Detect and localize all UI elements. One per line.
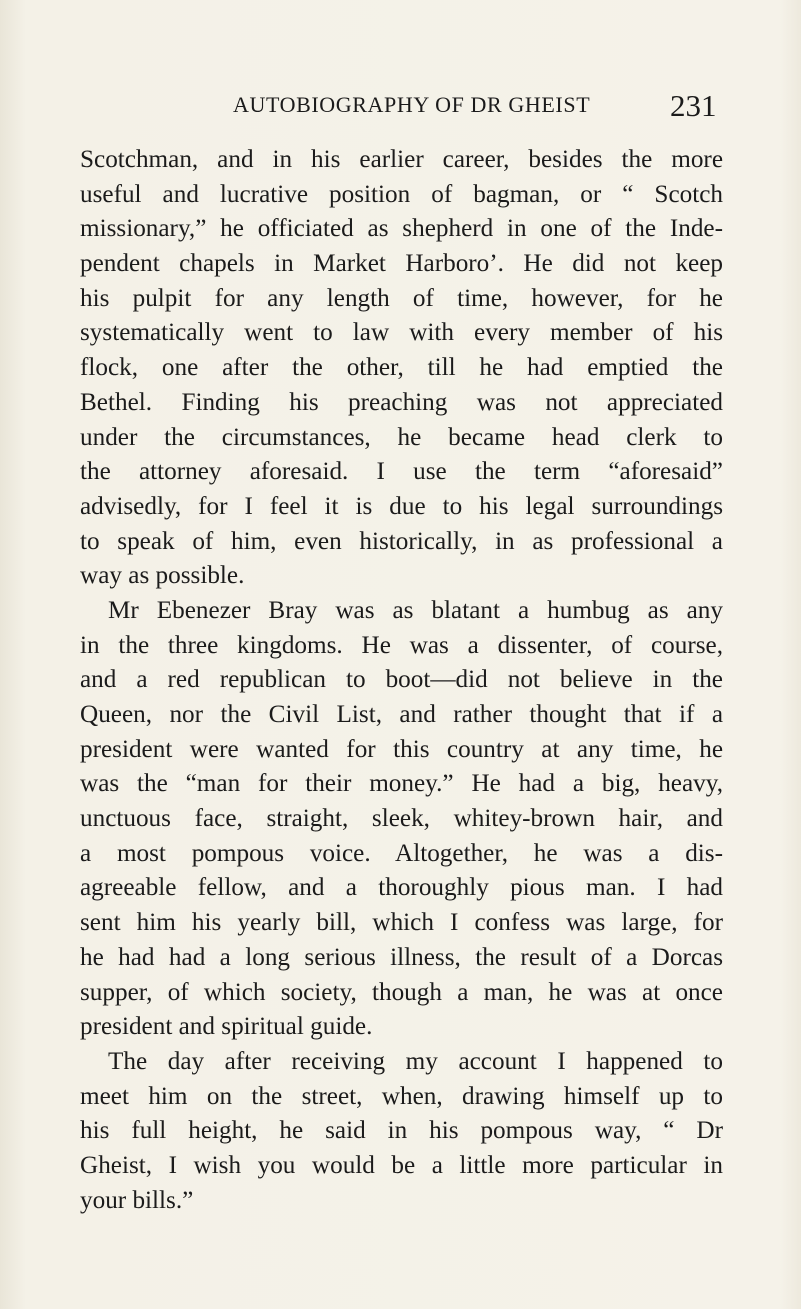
text-line: The day after receiving my account I happened to [108, 1047, 723, 1075]
body-text [80, 143, 723, 1218]
text-line: his full height, he said in his pompous way, “ Dr [80, 1117, 723, 1145]
text-line: agreeable fellow, and a thoroughly pious man. I had [80, 874, 723, 902]
text-line: Gheist, I wish you would be a little more particular in [80, 1151, 723, 1179]
text-line: missionary,” he officiated as shepherd in one of the Inde- [80, 215, 723, 243]
text-line: supper, of which society, though a man, he was at once [80, 978, 723, 1006]
text-line: pendent chapels in Market Harboro’. He did not keep [80, 250, 723, 278]
page-number: 231 [670, 88, 717, 123]
text-line: the attorney aforesaid. I use the term “aforesaid” [80, 458, 723, 486]
text-line: in the three kingdoms. He was a dissenter, of course, [80, 631, 723, 659]
text-line: way as possible. [80, 562, 245, 590]
text-line: and a red republican to boot—did not believe in the [80, 666, 723, 694]
text-line: his pulpit for any length of time, however, for he [80, 284, 723, 312]
text-line: Mr Ebenezer Bray was as blatant a humbug as any [108, 596, 723, 624]
text-line: Queen, nor the Civil List, and rather thought that if a [80, 701, 723, 728]
text-line: was the “man for their money.” He had a big, heavy, [80, 770, 723, 798]
text-line: flock, one after the other, till he had emptied the [80, 354, 723, 382]
text-line: president were wanted for this country at any time, he [80, 735, 723, 763]
text-line: systematically went to law with every member of his [80, 319, 723, 347]
text-line: useful and lucrative position of bagman, or “ Scotch [80, 180, 723, 208]
text-line: president and spiritual guide. [80, 1013, 373, 1041]
text-line: unctuous face, straight, sleek, whitey-brown hair, and [80, 805, 723, 833]
text-line: under the circumstances, he became head clerk to [80, 423, 723, 451]
text-line: your bills.” [80, 1186, 194, 1214]
text-line: sent him his yearly bill, which I confess was large, for [80, 909, 723, 937]
text-line: he had had a long serious illness, the result of a Dorcas [80, 943, 723, 971]
running-title: AUTOBIOGRAPHY OF DR GHEIST [233, 92, 591, 117]
text-line: Bethel. Finding his preaching was not appreciated [80, 388, 723, 416]
text-line: advisedly, for I feel it is due to his legal surroundings [80, 492, 723, 520]
text-line: a most pompous voice. Altogether, he was a dis- [80, 839, 723, 867]
text-line: Scotchman, and in his earlier career, besides the more [80, 146, 723, 173]
running-header [0, 88, 801, 126]
text-line: to speak of him, even historically, in as professional a [80, 527, 723, 555]
text-line: meet him on the street, when, drawing himself up to [80, 1082, 723, 1110]
